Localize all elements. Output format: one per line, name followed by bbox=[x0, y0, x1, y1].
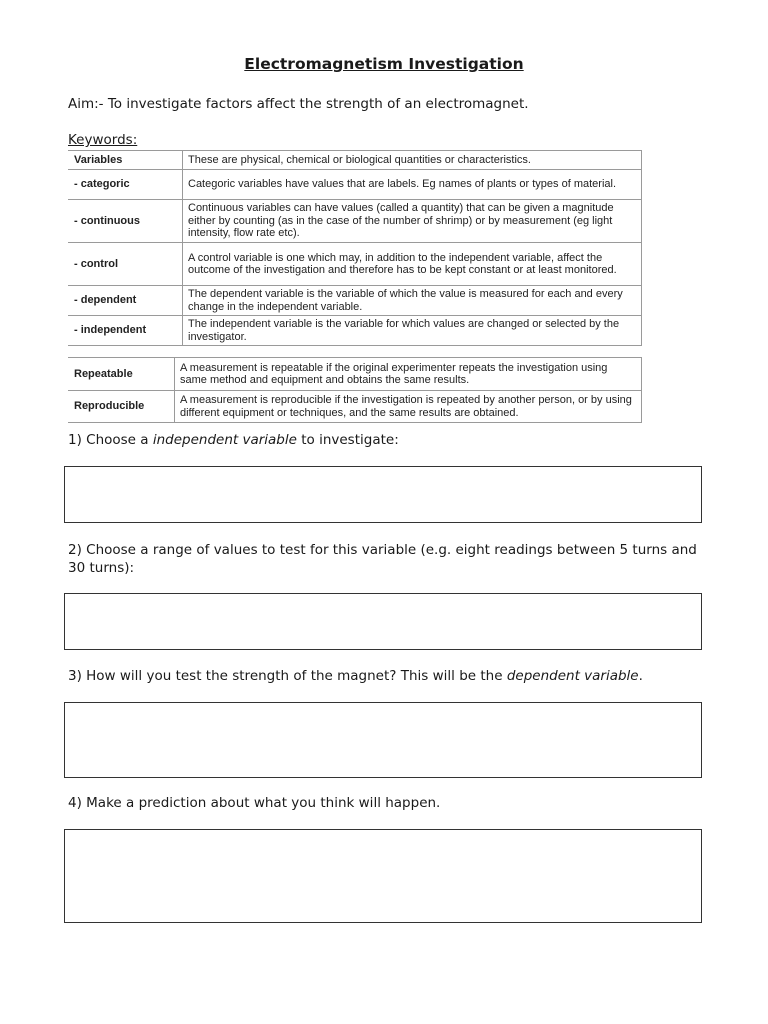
definition-cell: A measurement is reproducible if the investigation is repeated by another person, or by using different equipment or techniques, and the same results are obtained. bbox=[175, 391, 642, 423]
definition-cell: A control variable is one which may, in addition to the independent variable, affect the outcome of the investigation and therefore has to be kept constant or at least monitored. bbox=[183, 243, 642, 286]
question-1-text: 1) Choose a bbox=[68, 432, 153, 448]
table-row bbox=[68, 358, 642, 391]
question-3 bbox=[68, 667, 708, 685]
definition-cell: The independent variable is the variable for which values are changed or selected by the investigator. bbox=[183, 316, 642, 346]
question-1 bbox=[68, 431, 708, 449]
question-2: 2) Choose a range of values to test for this variable (e.g. eight readings between 5 turns and 30 turns): bbox=[68, 542, 697, 576]
table-row bbox=[68, 316, 642, 346]
definition-cell: These are physical, chemical or biological quantities or characteristics. bbox=[183, 151, 642, 170]
keywords-heading: Keywords: bbox=[68, 132, 138, 148]
table-row bbox=[68, 286, 642, 316]
question-1-text-end: to investigate: bbox=[296, 432, 399, 448]
question-3-text: 3) How will you test the strength of the magnet? This will be the bbox=[68, 668, 507, 684]
variables-table bbox=[68, 150, 642, 346]
answer-box-3[interactable] bbox=[64, 702, 702, 778]
term-cell: - independent bbox=[68, 316, 183, 346]
term-cell: - control bbox=[68, 243, 183, 286]
term-cell: Reproducible bbox=[68, 391, 175, 423]
question-4: 4) Make a prediction about what you think will happen. bbox=[68, 795, 441, 811]
table-row bbox=[68, 243, 642, 286]
table-row bbox=[68, 200, 642, 243]
question-1-emphasis: independent variable bbox=[152, 432, 297, 448]
question-3-text-end: . bbox=[638, 668, 643, 684]
question-3-emphasis: dependent variable bbox=[506, 668, 639, 684]
measurement-table bbox=[68, 357, 642, 423]
answer-box-1[interactable] bbox=[64, 466, 702, 523]
definition-cell: The dependent variable is the variable of which the value is measured for each and every change in the independent variable. bbox=[183, 286, 642, 316]
answer-box-2[interactable] bbox=[64, 593, 702, 650]
table-row bbox=[68, 391, 642, 423]
term-cell: - dependent bbox=[68, 286, 183, 316]
term-cell: - categoric bbox=[68, 170, 183, 200]
table-row bbox=[68, 170, 642, 200]
table-row bbox=[68, 151, 642, 170]
answer-box-4[interactable] bbox=[64, 829, 702, 923]
term-cell: - continuous bbox=[68, 200, 183, 243]
definition-cell: Continuous variables can have values (called a quantity) that can be given a magnitude either by counting (as in the case of the number of shrimp) or by measurement (eg light intensity, flow rate etc). bbox=[183, 200, 642, 243]
term-cell: Variables bbox=[68, 151, 183, 170]
aim-text: Aim:- To investigate factors affect the strength of an electromagnet. bbox=[68, 96, 529, 112]
term-cell: Repeatable bbox=[68, 358, 175, 391]
page-title: Electromagnetism Investigation bbox=[244, 55, 524, 73]
definition-cell: Categoric variables have values that are labels. Eg names of plants or types of material. bbox=[183, 170, 642, 200]
definition-cell: A measurement is repeatable if the original experimenter repeats the investigation using same method and equipment and obtains the same results. bbox=[175, 358, 642, 391]
